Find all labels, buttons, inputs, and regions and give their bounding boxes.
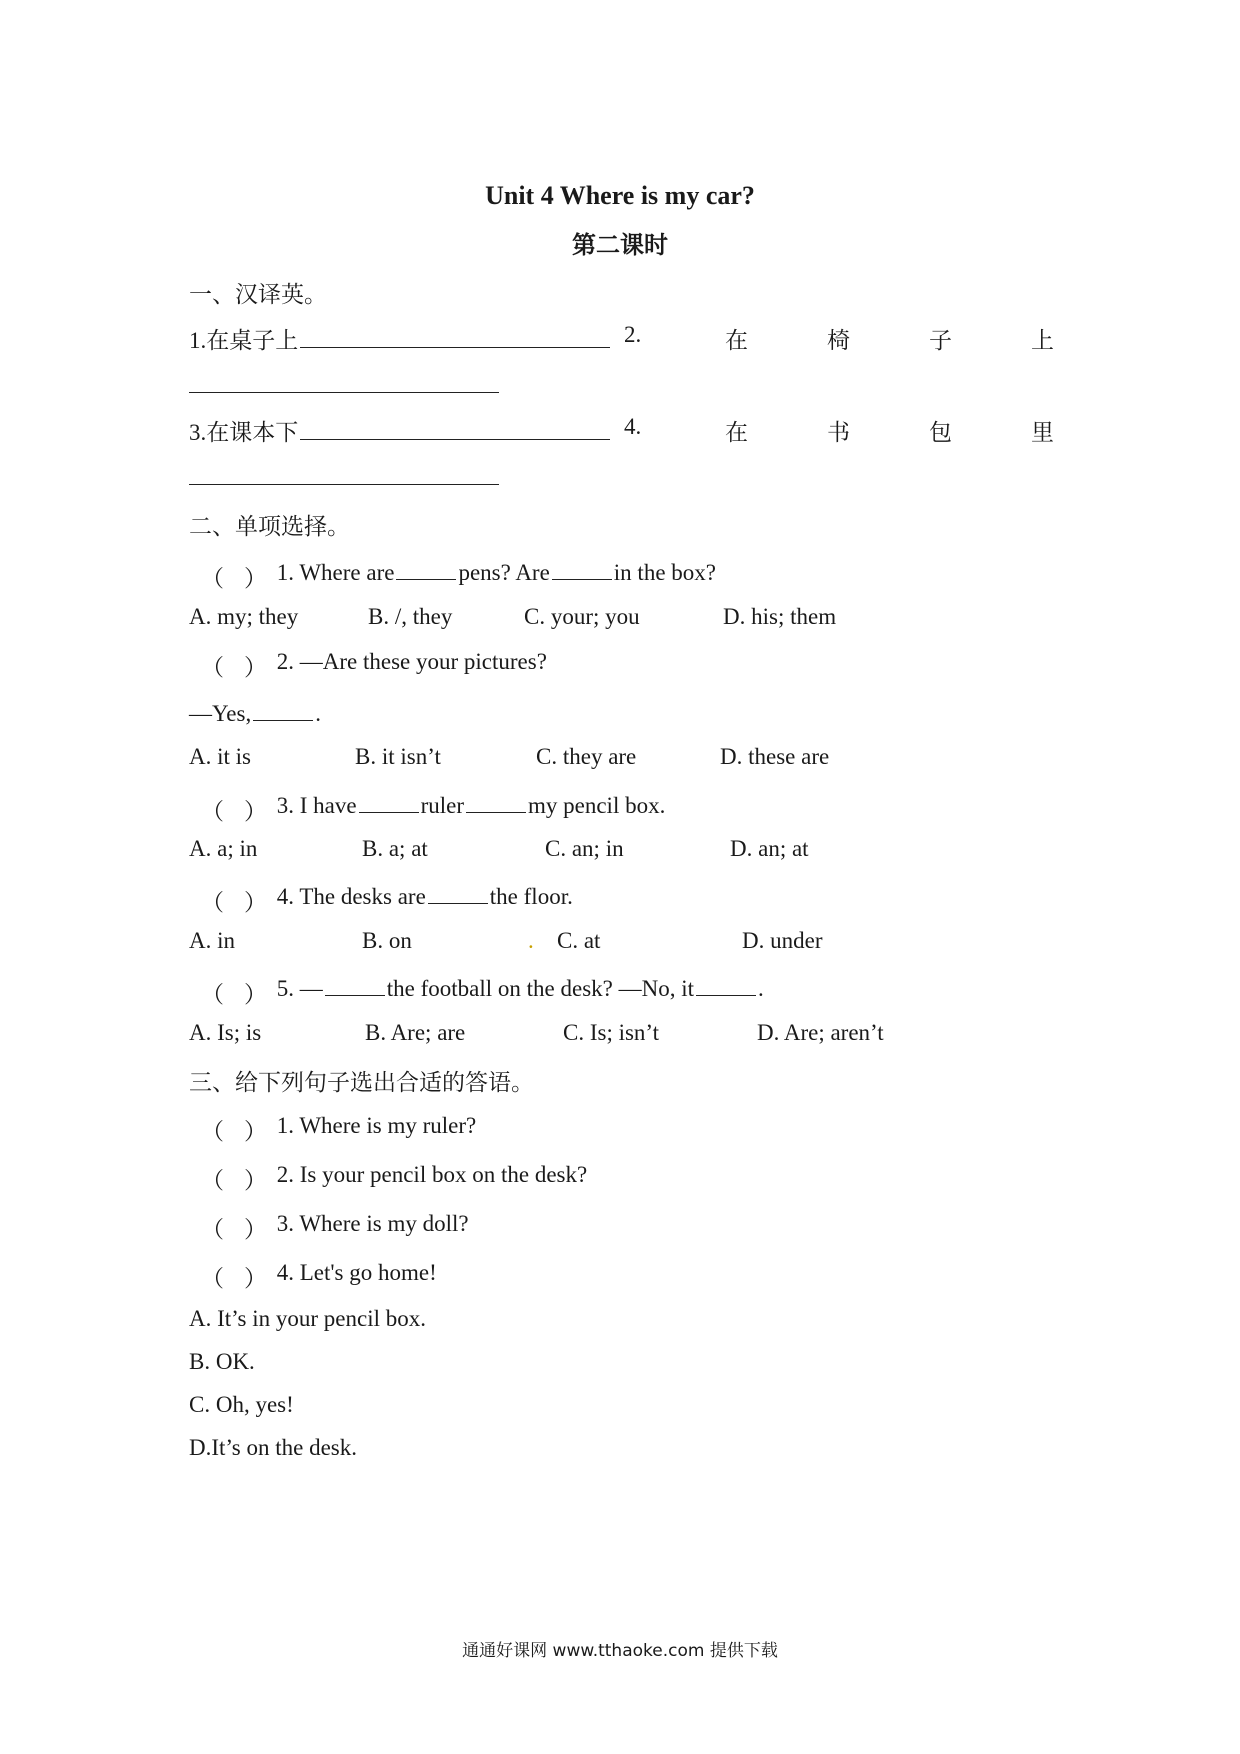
answer-parens[interactable]: （ ）: [201, 566, 267, 591]
match-question-3: （ ） 3. Where is my doll?: [189, 1211, 469, 1237]
q3-option-d: D. an; at: [730, 836, 809, 861]
answer-parens[interactable]: （ ）: [201, 799, 267, 824]
fill-blank[interactable]: [396, 557, 456, 580]
match-answer-d: D.It’s on the desk.: [189, 1435, 358, 1460]
q4-option-c: C. at: [557, 928, 601, 953]
q2-answer-line: —Yes, .: [189, 698, 321, 727]
item4-char-2: 书: [827, 420, 850, 445]
mc-question-1: （ ） 1. Where are pens? Are in the box?: [189, 557, 716, 586]
translate-item-2-num: 2.: [624, 322, 642, 347]
mc-question-4: （ ） 4. The desks are the floor.: [189, 881, 573, 910]
q2-option-a: A. it is: [189, 744, 251, 769]
fill-blank[interactable]: [359, 790, 419, 813]
q2-option-d: D. these are: [720, 744, 830, 769]
answer-parens[interactable]: （ ）: [201, 1217, 267, 1242]
answer-parens[interactable]: （ ）: [201, 1119, 267, 1144]
answer-parens[interactable]: （ ）: [201, 1168, 267, 1193]
translate-item-4-num: 4.: [624, 414, 642, 439]
q4-option-b: B. on: [362, 928, 412, 953]
item2-char-1: 在: [725, 328, 748, 353]
item1-chinese: 在桌子上: [206, 328, 299, 353]
match-question-2: （ ） 2. Is your pencil box on the desk?: [189, 1162, 587, 1188]
section2-heading: 二、单项选择。: [189, 514, 350, 539]
q3-option-a: A. a; in: [189, 836, 258, 861]
item4-char-4: 里: [1031, 420, 1054, 445]
translate-item-1: 1.在桌子上: [189, 322, 612, 355]
match-question-1: （ ） 1. Where is my ruler?: [189, 1113, 476, 1139]
q1-option-c: C. your; you: [524, 604, 640, 629]
q3-option-c: C. an; in: [545, 836, 624, 861]
item4-char-1: 在: [725, 420, 748, 445]
footer-source: 通通好课网 www.tthaoke.com 提供下载: [462, 1641, 778, 1661]
fill-blank[interactable]: [325, 973, 385, 996]
answer-parens[interactable]: （ ）: [201, 890, 267, 915]
item2-char-4: 上: [1031, 328, 1054, 353]
match-answer-b: B. OK.: [189, 1349, 255, 1374]
lesson-subtitle: 第二课时: [572, 233, 668, 259]
q4-option-d: D. under: [742, 928, 823, 953]
translate-item-3: 3.在课本下: [189, 414, 612, 447]
q5-option-d: D. Are; aren’t: [757, 1020, 884, 1045]
item2-char-2: 椅: [827, 328, 850, 353]
match-question-4: （ ） 4. Let's go home!: [189, 1260, 437, 1286]
fill-blank[interactable]: [696, 973, 756, 996]
answer-blank[interactable]: [189, 462, 499, 485]
section3-heading: 三、给下列句子选出合适的答语。: [189, 1070, 534, 1095]
match-answer-c: C. Oh, yes!: [189, 1392, 294, 1417]
item2-answer-line[interactable]: [189, 370, 499, 399]
stray-dot-mark: .: [528, 928, 534, 953]
q5-option-c: C. Is; isn’t: [563, 1020, 660, 1045]
item3-chinese: 在课本下: [206, 420, 299, 445]
q1-option-b: B. /, they: [368, 604, 453, 629]
match-answer-a: A. It’s in your pencil box.: [189, 1306, 426, 1331]
item4-char-3: 包: [929, 420, 952, 445]
q5-option-b: B. Are; are: [365, 1020, 466, 1045]
answer-parens[interactable]: （ ）: [201, 655, 267, 680]
fill-blank[interactable]: [552, 557, 612, 580]
q4-option-a: A. in: [189, 928, 235, 953]
fill-blank[interactable]: [253, 698, 313, 721]
answer-blank[interactable]: [300, 417, 610, 440]
mc-question-2: （ ） 2. —Are these your pictures?: [189, 649, 547, 675]
answer-blank[interactable]: [189, 370, 499, 393]
answer-blank[interactable]: [300, 325, 610, 348]
q1-option-d: D. his; them: [723, 604, 837, 629]
fill-blank[interactable]: [428, 881, 488, 904]
item2-char-3: 子: [929, 328, 952, 353]
item4-answer-line[interactable]: [189, 462, 499, 491]
mc-question-5: （ ） 5. — the football on the desk? —No, it .: [189, 973, 764, 1002]
fill-blank[interactable]: [466, 790, 526, 813]
mc-question-3: （ ） 3. I have ruler my pencil box.: [189, 790, 665, 819]
q5-option-a: A. Is; is: [189, 1020, 262, 1045]
section1-heading: 一、汉译英。: [189, 282, 327, 307]
answer-parens[interactable]: （ ）: [201, 1266, 267, 1291]
q1-option-a: A. my; they: [189, 604, 299, 629]
worksheet-title: Unit 4 Where is my car?: [485, 181, 755, 210]
q2-option-b: B. it isn’t: [355, 744, 441, 769]
answer-parens[interactable]: （ ）: [201, 982, 267, 1007]
q2-option-c: C. they are: [536, 744, 637, 769]
q3-option-b: B. a; at: [362, 836, 428, 861]
